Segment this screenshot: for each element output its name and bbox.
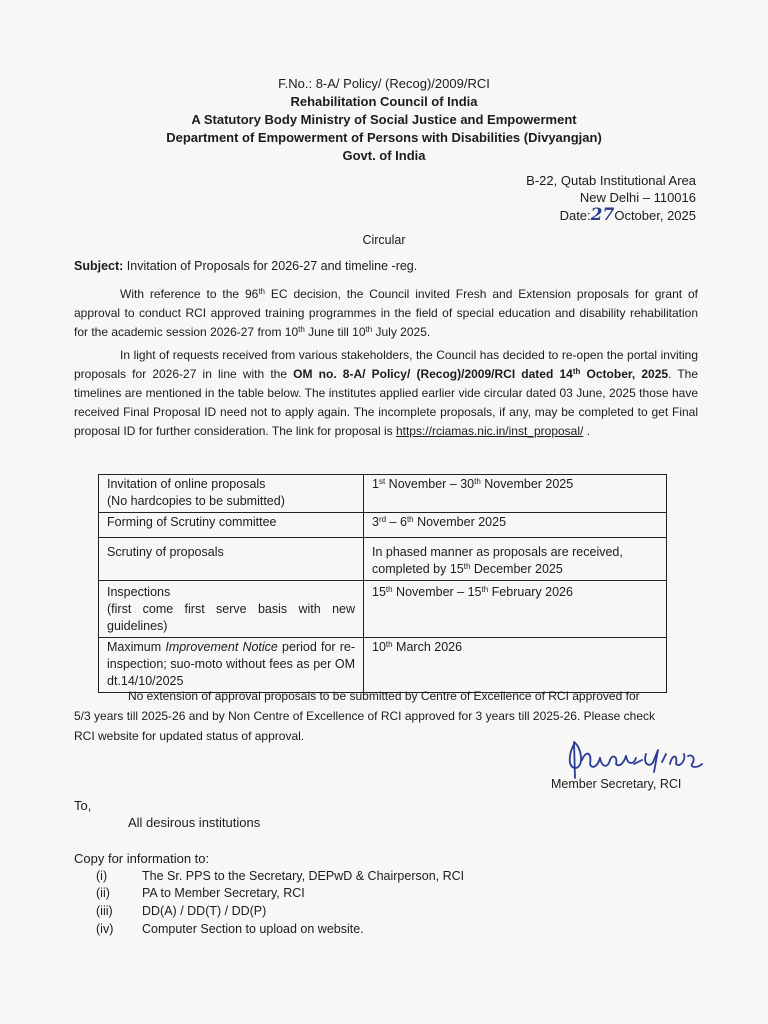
no-extension-note: No extension of approval proposals to be submitted by Centre of Excellence of RCI approved for 5/3 years till 2025-26 and by Non Centre of Excellence of RCI approved for 3 years till 2025-26. Please check RCI website for updated status of approval. (74, 689, 655, 743)
to-label: To, (74, 798, 92, 813)
circular-title: Circular (362, 233, 406, 247)
department-line: Department of Empowerment of Persons with Disabilities (Divyangjan) (166, 130, 602, 145)
paragraph-reference: With reference to the 96th EC decision, the Council invited Fresh and Extension proposals for grant of approval to conduct RCI approved training programmes in the field of special education and disability rehabilitation for the academic session 2026-27 from 10th June till 10th July 2025. (74, 287, 698, 339)
proposal-link[interactable]: https://rciamas.nic.in/inst_proposal/ (395, 424, 584, 438)
activity-cell: Scrutiny of proposals (99, 538, 364, 581)
subject-label: Subject: (74, 259, 124, 273)
subject-text: Invitation of Proposals for 2026-27 and timeline -reg. (123, 259, 418, 273)
activity-cell: Forming of Scrutiny committee (99, 513, 364, 538)
timeline-table (98, 474, 667, 693)
period-cell: In phased manner as proposals are received, completed by 15th December 2025 (364, 538, 667, 581)
activity-cell: Inspections (first come first serve basis with new guidelines) (99, 581, 364, 638)
list-item: (iv) Computer Section to upload on website. (96, 922, 364, 936)
period-cell: 3rd – 6th November 2025 (364, 513, 667, 538)
list-item: (ii) PA to Member Secretary, RCI (96, 886, 305, 900)
govt-line: Govt. of India (342, 148, 426, 163)
om-reference: OM no. 8-A/ Policy/ (Recog)/2009/RCI dated 14th October, 2025 (293, 367, 669, 381)
file-number: F.No.: 8-A/ Policy/ (Recog)/2009/RCI (278, 76, 490, 91)
org-name: Rehabilitation Council of India (290, 94, 478, 109)
date-label: Date: (559, 208, 591, 223)
activity-cell: Maximum Improvement Notice period for re-inspection; suo-moto without fees as per OM dt.14/10/2025 (99, 638, 364, 693)
recipient: All desirous institutions (128, 815, 261, 830)
paragraph-reopen-portal: In light of requests received from various stakeholders, the Council has decided to re-open the portal inviting proposals for 2026-27 in line with the OM no. 8-A/ Policy/ (Recog)/2009/RCI dated 14th October, 2025. The timelines are mentioned in the table below. The institutes applied earlier vide circular dated 03 June, 2025 those have received Final Proposal ID need not to apply again. The incomplete proposals, if any, may be completed to get Final proposal ID for further consideration. The link for proposal is https://rciamas.nic.in/inst_proposal/ . (74, 348, 699, 438)
table-row (99, 638, 667, 693)
member-secretary-designation: Member Secretary, RCI (551, 777, 682, 791)
table-row (99, 581, 667, 638)
copy-heading: Copy for information to: (74, 851, 210, 866)
date-line (560, 205, 696, 225)
address-line-2: New Delhi – 110016 (579, 190, 696, 205)
list-item: (i) The Sr. PPS to the Secretary, DEPwD & Chairperson, RCI (96, 869, 465, 883)
activity-cell: Invitation of online proposals (No hardcopies to be submitted) (99, 475, 364, 513)
date-month-year: October, 2025 (614, 208, 696, 223)
list-item: (iii) DD(A) / DD(T) / DD(P) (96, 904, 267, 918)
period-cell: 10th March 2026 (364, 638, 667, 693)
statutory-body-line: A Statutory Body Ministry of Social Justice and Empowerment (191, 112, 577, 127)
date-day-handwritten: 27 (590, 205, 615, 225)
table-row (99, 513, 667, 538)
period-cell: 1st November – 30th November 2025 (364, 475, 667, 513)
table-row (99, 475, 667, 513)
subject-line (74, 259, 417, 273)
table-row (99, 538, 667, 581)
period-cell: 15th November – 15th February 2026 (364, 581, 667, 638)
address-line-1: B-22, Qutab Institutional Area (526, 173, 696, 188)
